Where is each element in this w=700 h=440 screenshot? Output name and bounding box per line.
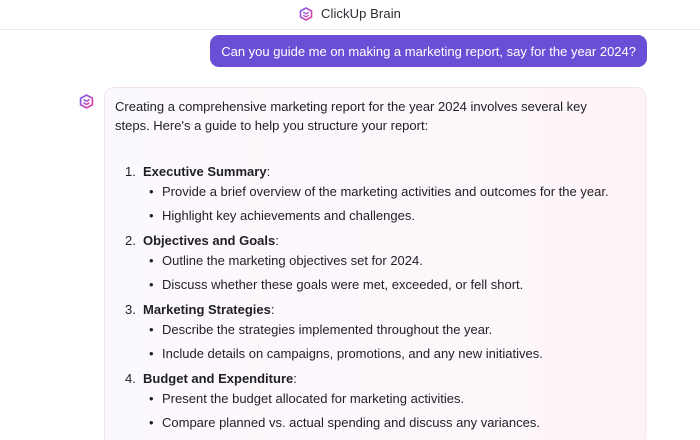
- bullet-item: [143, 322, 645, 338]
- bullet-item: [143, 184, 645, 200]
- bullet-text: Outline the marketing objectives set for 2024.: [162, 253, 423, 268]
- bullet-item: [143, 208, 645, 224]
- bullet-item: [143, 391, 645, 407]
- section-number: 1.: [125, 164, 136, 179]
- assistant-response-card: [104, 87, 646, 440]
- bullet-list: [143, 322, 645, 362]
- bullet-item: [143, 415, 645, 431]
- bullet-text: Compare planned vs. actual spending and discuss any variances.: [162, 415, 540, 430]
- bullet-text: Describe the strategies implemented throughout the year.: [162, 322, 493, 337]
- section-colon: :: [293, 371, 297, 386]
- bullet-dot: •: [149, 391, 154, 406]
- bullet-item: [143, 253, 645, 269]
- section-number: 4.: [125, 371, 136, 386]
- section-colon: :: [270, 302, 275, 317]
- clickup-brain-icon: [79, 94, 94, 109]
- bullet-dot: •: [149, 322, 154, 337]
- bullet-list: [143, 184, 645, 224]
- section-heading: [125, 371, 645, 387]
- section-heading: [125, 302, 645, 318]
- header-title-group: [0, 6, 700, 21]
- section-title: Executive Summary: [143, 164, 267, 179]
- section-number: 3.: [125, 302, 136, 317]
- bullet-dot: •: [149, 346, 154, 361]
- bullet-dot: •: [149, 277, 154, 292]
- bullet-dot: •: [149, 253, 154, 268]
- section-title: Budget and Expenditure: [143, 371, 294, 386]
- bullet-list: [143, 253, 645, 293]
- header-title: ClickUp Brain: [320, 6, 402, 21]
- section-heading: [125, 233, 645, 249]
- list-item: [115, 164, 645, 224]
- report-sections-list: [115, 164, 645, 431]
- list-item: [115, 302, 645, 362]
- bullet-text: Discuss whether these goals were met, exceeded, or fell short.: [162, 277, 524, 292]
- section-colon: :: [266, 164, 271, 179]
- bullet-text: Provide a brief overview of the marketing activities and outcomes for the year.: [162, 184, 609, 199]
- section-title: Marketing Strategies: [143, 302, 271, 317]
- section-colon: :: [275, 233, 279, 248]
- clickup-brain-icon: [299, 7, 313, 21]
- section-title: Objectives and Goals: [143, 233, 276, 248]
- list-item: [115, 371, 645, 431]
- bullet-text: Highlight key achievements and challenges.: [162, 208, 415, 223]
- bullet-list: [143, 391, 645, 431]
- bullet-item: [143, 277, 645, 293]
- chat-header: [0, 0, 700, 30]
- section-number: 2.: [125, 233, 136, 248]
- section-heading: [125, 164, 645, 180]
- bullet-text: Present the budget allocated for marketing activities.: [162, 391, 465, 406]
- bullet-dot: •: [149, 415, 154, 430]
- user-message-bubble: Can you guide me on making a marketing report, say for the year 2024?: [210, 35, 647, 67]
- list-item: [115, 233, 645, 293]
- bullet-dot: •: [149, 208, 154, 223]
- assistant-intro: Creating a comprehensive marketing report for the year 2024 involves several key steps. Here's a guide to help you structure your report:: [115, 99, 587, 133]
- bullet-text: Include details on campaigns, promotions, and any new initiatives.: [162, 346, 543, 361]
- bullet-item: [143, 346, 645, 362]
- bullet-dot: •: [149, 184, 154, 199]
